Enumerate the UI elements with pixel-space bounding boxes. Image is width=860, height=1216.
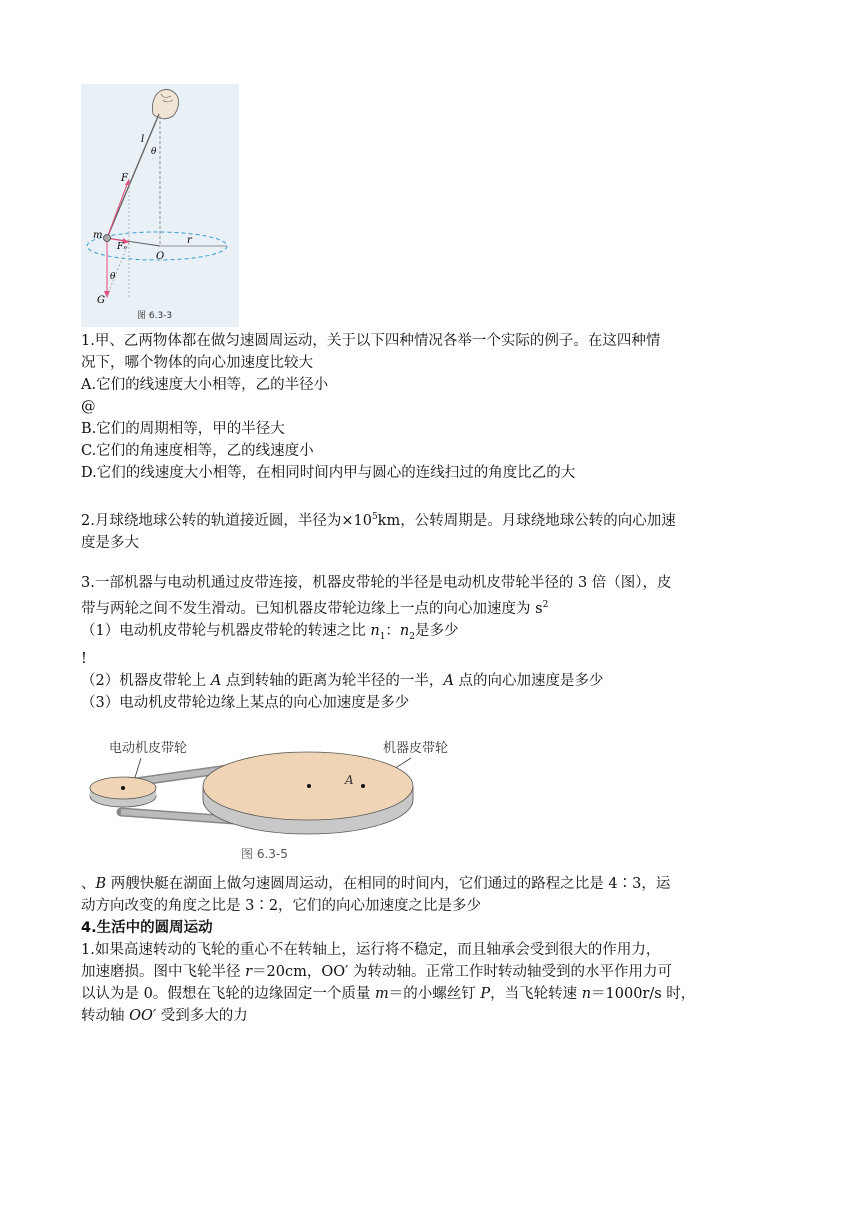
q1-stray-symbol: @ bbox=[81, 399, 96, 415]
question-3 bbox=[81, 572, 781, 714]
belt-pulley-diagram bbox=[81, 728, 481, 868]
label-point-A: A bbox=[345, 773, 354, 787]
label-theta-bottom: θ bbox=[110, 272, 116, 282]
q3-sub-3: （3）电动机皮带轮边缘上某点的向心加速度是多少 bbox=[81, 694, 410, 711]
label-l: l bbox=[141, 134, 145, 145]
mass-ball bbox=[104, 235, 111, 242]
label-motor-pulley: 电动机皮带轮 bbox=[109, 741, 188, 756]
q1-line-2: 况下，哪个物体的向心加速度比较大 bbox=[81, 355, 313, 371]
label-G: G bbox=[97, 295, 105, 306]
figure-caption-2: 图 6.3-5 bbox=[241, 847, 288, 861]
q3-sub-2: （2）机器皮带轮上 A 点到转轴的距离为轮半径的一半，A 点的向心加速度是多少 bbox=[81, 672, 604, 689]
question-1 bbox=[81, 330, 781, 484]
q1-option-d: D.它们的线速度大小相等，在相同时间内甲与圆心的连线扫过的角度比乙的大 bbox=[81, 465, 576, 481]
label-m: m bbox=[93, 230, 103, 241]
q1-line-1: 1.甲、乙两物体都在做匀速圆周运动，关于以下四种情况各举一个实际的例子。在这四种情 bbox=[81, 333, 661, 349]
label-theta-top: θ bbox=[151, 147, 157, 157]
q3-line-2: 带与两轮之间不发生滑动。已知机器皮带轮边缘上一点的向心加速度为 $s^2$ bbox=[81, 600, 549, 617]
q1-option-b: B.它们的周期相等，甲的半径大 bbox=[81, 421, 285, 437]
q3-stray-symbol: ! bbox=[81, 650, 87, 667]
q3-sub-1: （1）电动机皮带轮与机器皮带轮的转速之比 $n_1$：$n_2$是多少 bbox=[81, 622, 459, 642]
hand-icon bbox=[152, 89, 178, 118]
q5-line-4: 转动轴 OO′ 受到多大的力 bbox=[81, 1008, 248, 1024]
label-r: r bbox=[187, 235, 192, 246]
q4-line-2: 动方向改变的角度之比是 3∶2，它们的向心加速度之比是多少 bbox=[81, 898, 482, 914]
q5-line-1: 1.如果高速转动的飞轮的重心不在转轴上，运行将不稳定，而且轴承会受到很大的作用力， bbox=[81, 942, 661, 958]
label-O: O bbox=[156, 251, 165, 262]
q1-option-c: C.它们的角速度相等，乙的线速度小 bbox=[81, 443, 314, 459]
belt-pulley-figure bbox=[81, 728, 481, 868]
q5-line-3: 以认为是 0。假想在飞轮的边缘固定一个质量 m＝的小螺丝钉 P，当飞轮转速 n＝1000r/s 时， bbox=[81, 986, 696, 1002]
conical-pendulum-diagram bbox=[81, 84, 239, 327]
label-F: F bbox=[121, 173, 128, 184]
q4-line-1: 、B 两艘快艇在湖面上做匀速圆周运动，在相同的时间内，它们通过的路程之比是 4∶3，运 bbox=[81, 876, 671, 892]
string-line bbox=[107, 114, 159, 238]
figure-caption: 图 6.3-3 bbox=[137, 311, 173, 321]
q2-line-1: 2.月球绕地球公转的轨道接近圆，半径为$\times 10^5km$，公转周期是。月球绕地球公转的向心加速 bbox=[81, 512, 676, 529]
conical-pendulum-figure bbox=[81, 84, 239, 327]
label-Fn: Fₙ bbox=[117, 242, 127, 252]
q5-line-2: 加速磨损。图中飞轮半径 r＝20cm，OO′ 为转动轴。正常工作时转动轴受到的水平作用力可 bbox=[81, 964, 673, 980]
question-4 bbox=[81, 873, 781, 917]
q2-line-2: 度是多大 bbox=[81, 534, 139, 551]
label-machine-pulley: 机器皮带轮 bbox=[383, 741, 449, 756]
section-heading: 4.生活中的圆周运动 bbox=[81, 920, 213, 936]
question-2 bbox=[81, 506, 781, 554]
point-A bbox=[361, 784, 365, 788]
question-5 bbox=[81, 939, 781, 1027]
q1-option-a: A.它们的线速度大小相等，乙的半径小 bbox=[81, 377, 329, 393]
q3-line-1: 3.一部机器与电动机通过皮带连接，机器皮带轮的半径是电动机皮带轮半径的 3 倍（图），皮 bbox=[81, 575, 672, 591]
tension-arrow bbox=[107, 179, 129, 238]
